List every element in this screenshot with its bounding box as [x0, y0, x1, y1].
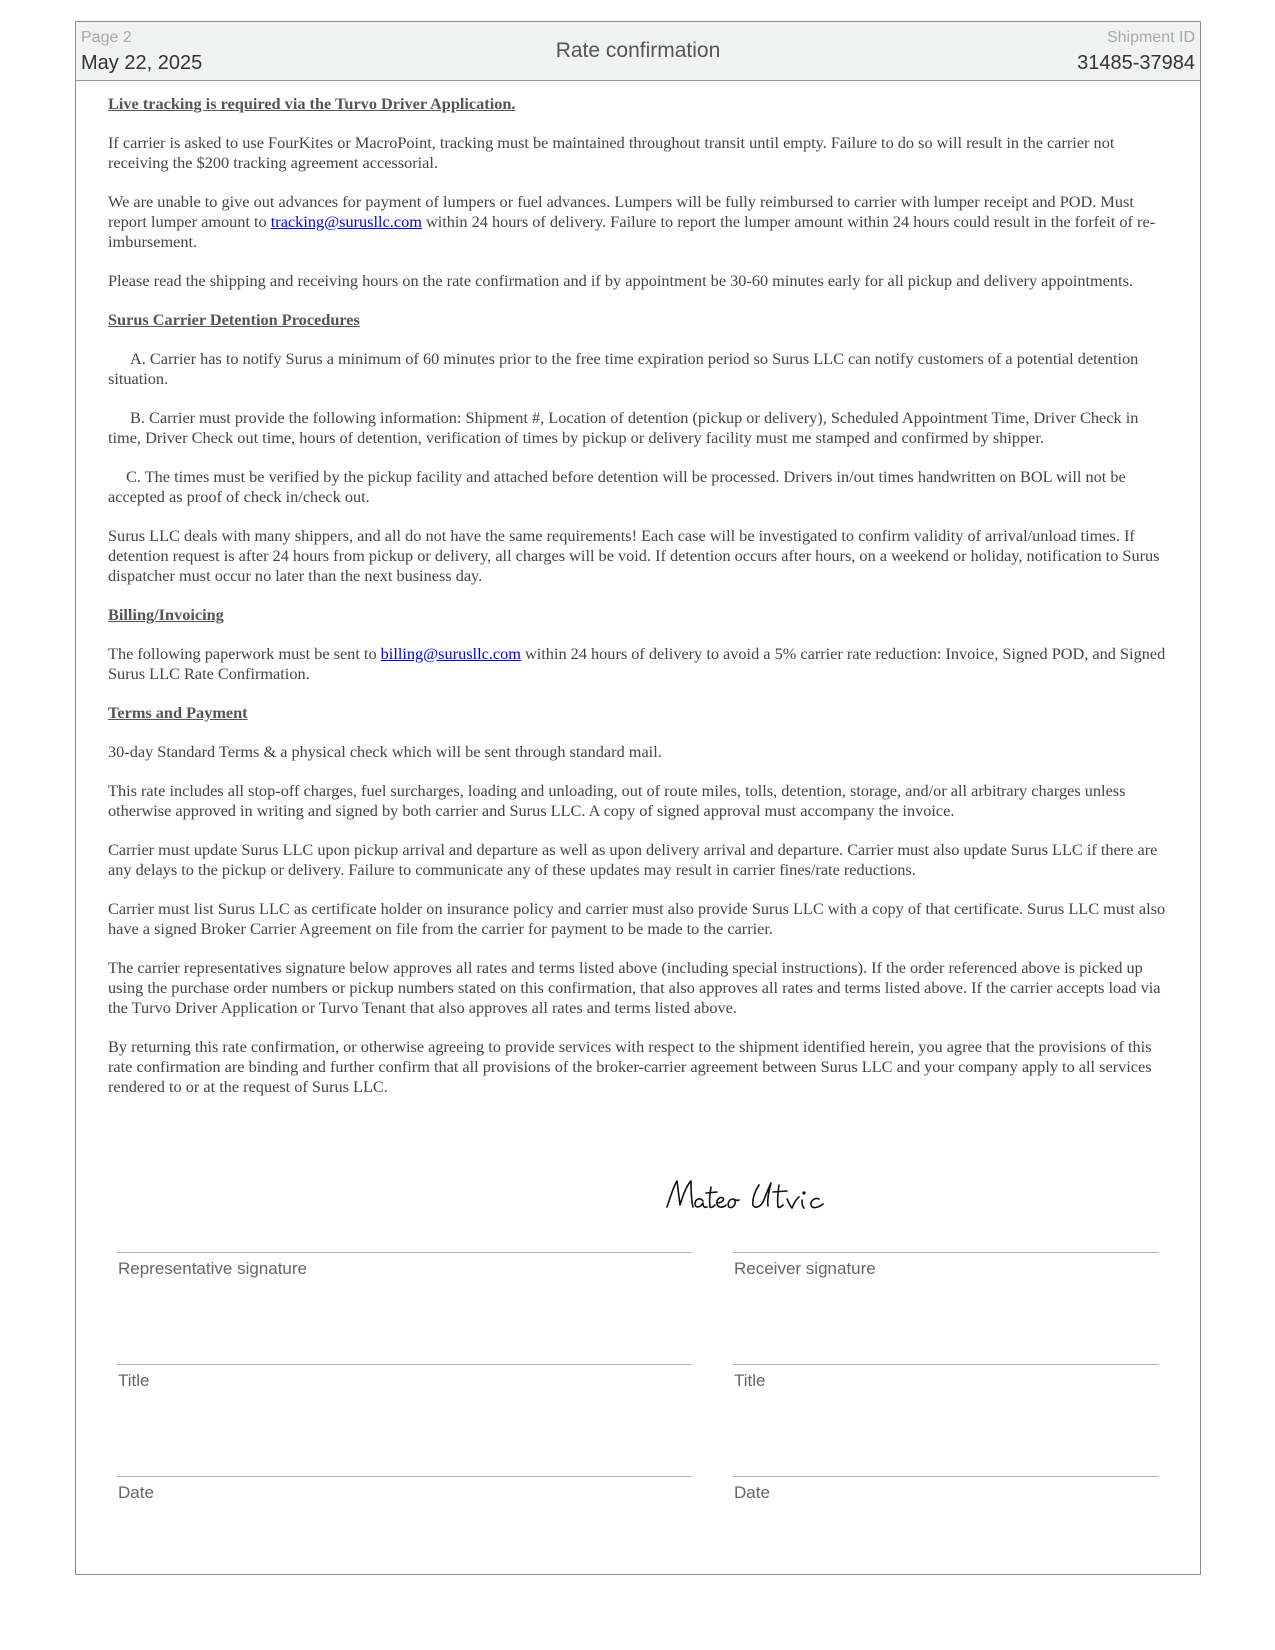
receiver-date-line[interactable] [733, 1476, 1159, 1477]
rep-title-line[interactable] [117, 1364, 692, 1365]
detention-item-a: A. Carrier has to notify Surus a minimum of 60 minutes prior to the free time expiration period so Surus LLC can notify customers of a potential detention situation. [108, 349, 1139, 388]
document-title: Rate confirmation [555, 39, 721, 62]
insurance-paragraph: Carrier must list Surus LLC as certificate holder on insurance policy and carrier must also provide Surus LLC with a copy of that certificate. Surus LLC must also have a signed Broker Carrier Agreement on file from the carrier for payment to be made to the carrier. [108, 899, 1166, 938]
terms-paragraph: 30-day Standard Terms & a physical check which will be sent through standard mail. [108, 742, 662, 761]
rep-date-line[interactable] [117, 1476, 692, 1477]
billing-heading: Billing/Invoicing [108, 605, 224, 624]
carrier-update-paragraph: Carrier must update Surus LLC upon pickup arrival and departure as well as upon delivery arrival and departure. Carrier must also update Surus LLC if there are any delays to the pickup or delivery. Failure to communicate any of these updates may result in carrier fines/rate reductions. [108, 840, 1158, 879]
page-number-label: Page 2 [81, 29, 132, 46]
lumpers-text-start: We are unable to give out advances for payment of lumpers or fuel advances. Lumpers will be fully reimbursed to carrier with lumper receipt and POD. Must report lumper amount to [108, 192, 1134, 231]
rep-date-label: Date [118, 1483, 154, 1502]
binding-provisions-paragraph: By returning this rate confirmation, or otherwise agreeing to provide services with respect to the shipment identified herein, you agree that the provisions of this rate confirmation are binding and further confirm that all provisions of the broker-carrier agreement between Surus LLC and your company apply to all services rendered to or at the request of Surus LLC. [108, 1037, 1152, 1096]
receiver-date-label: Date [734, 1483, 770, 1502]
rate-includes-paragraph: This rate includes all stop-off charges, fuel surcharges, loading and unloading, out of route miles, tolls, detention, storage, and/or all arbitrary charges unless otherwise approved in writing and signed by both carrier and Surus LLC. A copy of signed approval must accompany the invoice. [108, 781, 1126, 820]
receiver-signature-label: Receiver signature [734, 1259, 876, 1278]
rep-signature-line[interactable] [117, 1252, 692, 1253]
detention-item-c: C. The times must be verified by the pickup facility and attached before detention will be processed. Drivers in/out times handwritten on BOL will not be accepted as proof of check in/check out. [108, 467, 1126, 506]
detention-item-b: B. Carrier must provide the following information: Shipment #, Location of detention (pickup or delivery), Scheduled Appointment Time, Driver Check in time, Driver Check out time, hours of detention, verification of times by pickup or delivery facility must me stamped and confirmed by shipper. [108, 408, 1139, 447]
shipment-id-value: 31485-37984 [1077, 52, 1195, 74]
shipment-id-label: Shipment ID [1106, 29, 1195, 46]
receiver-signature-line[interactable] [733, 1252, 1159, 1253]
receiver-signature [663, 1175, 863, 1215]
billing-text-end: within 24 hours of delivery to avoid a 5% carrier rate reduction: Invoice, Signed POD, and Signed Surus LLC Rate Confirmation. [108, 644, 1166, 683]
billing-email-link[interactable]: billing@surusllc.com [380, 644, 521, 663]
tracking-heading: Live tracking is required via the Turvo Driver Application. [108, 94, 516, 113]
tracking-email-link[interactable]: tracking@surusllc.com [270, 212, 422, 231]
signature-approval-paragraph: The carrier representatives signature below approves all rates and terms listed above (including special instructions). If the order referenced above is picked up using the purchase order numbers or pickup numbers stated on this confirmation, that also approves all rates and terms listed above. If the carrier accepts load via the Turvo Driver Application or Turvo Tenant that also approves all rates and terms listed above. [108, 958, 1161, 1017]
detention-heading: Surus Carrier Detention Procedures [108, 310, 360, 329]
lumpers-text-end: within 24 hours of delivery. Failure to report the lumper amount within 24 hours could result in the forfeit of re-imbursement. [108, 212, 1156, 251]
terms-heading: Terms and Payment [108, 703, 248, 722]
rep-title-label: Title [118, 1371, 150, 1390]
document-date: May 22, 2025 [81, 52, 203, 74]
shippers-paragraph: Surus LLC deals with many shippers, and all do not have the same requirements! Each case will be investigated to confirm validity of arrival/unload times. If detention request is after 24 hours from pickup or delivery, all charges will be void. If detention occurs after hours, on a weekend or holiday, notification to Surus dispatcher must occur no later than the next business day. [108, 526, 1160, 585]
billing-text-start: The following paperwork must be sent to [108, 644, 381, 663]
rep-signature-label: Representative signature [118, 1259, 308, 1278]
hours-paragraph: Please read the shipping and receiving hours on the rate confirmation and if by appointment be 30-60 minutes early for all pickup and delivery appointments. [108, 271, 1133, 290]
receiver-title-label: Title [734, 1371, 766, 1390]
receiver-title-line[interactable] [733, 1364, 1159, 1365]
fourkites-paragraph: If carrier is asked to use FourKites or MacroPoint, tracking must be maintained throughout transit until empty. Failure to do so will result in the carrier not receiving the $200 tracking agreement accessorial. [108, 133, 1115, 172]
